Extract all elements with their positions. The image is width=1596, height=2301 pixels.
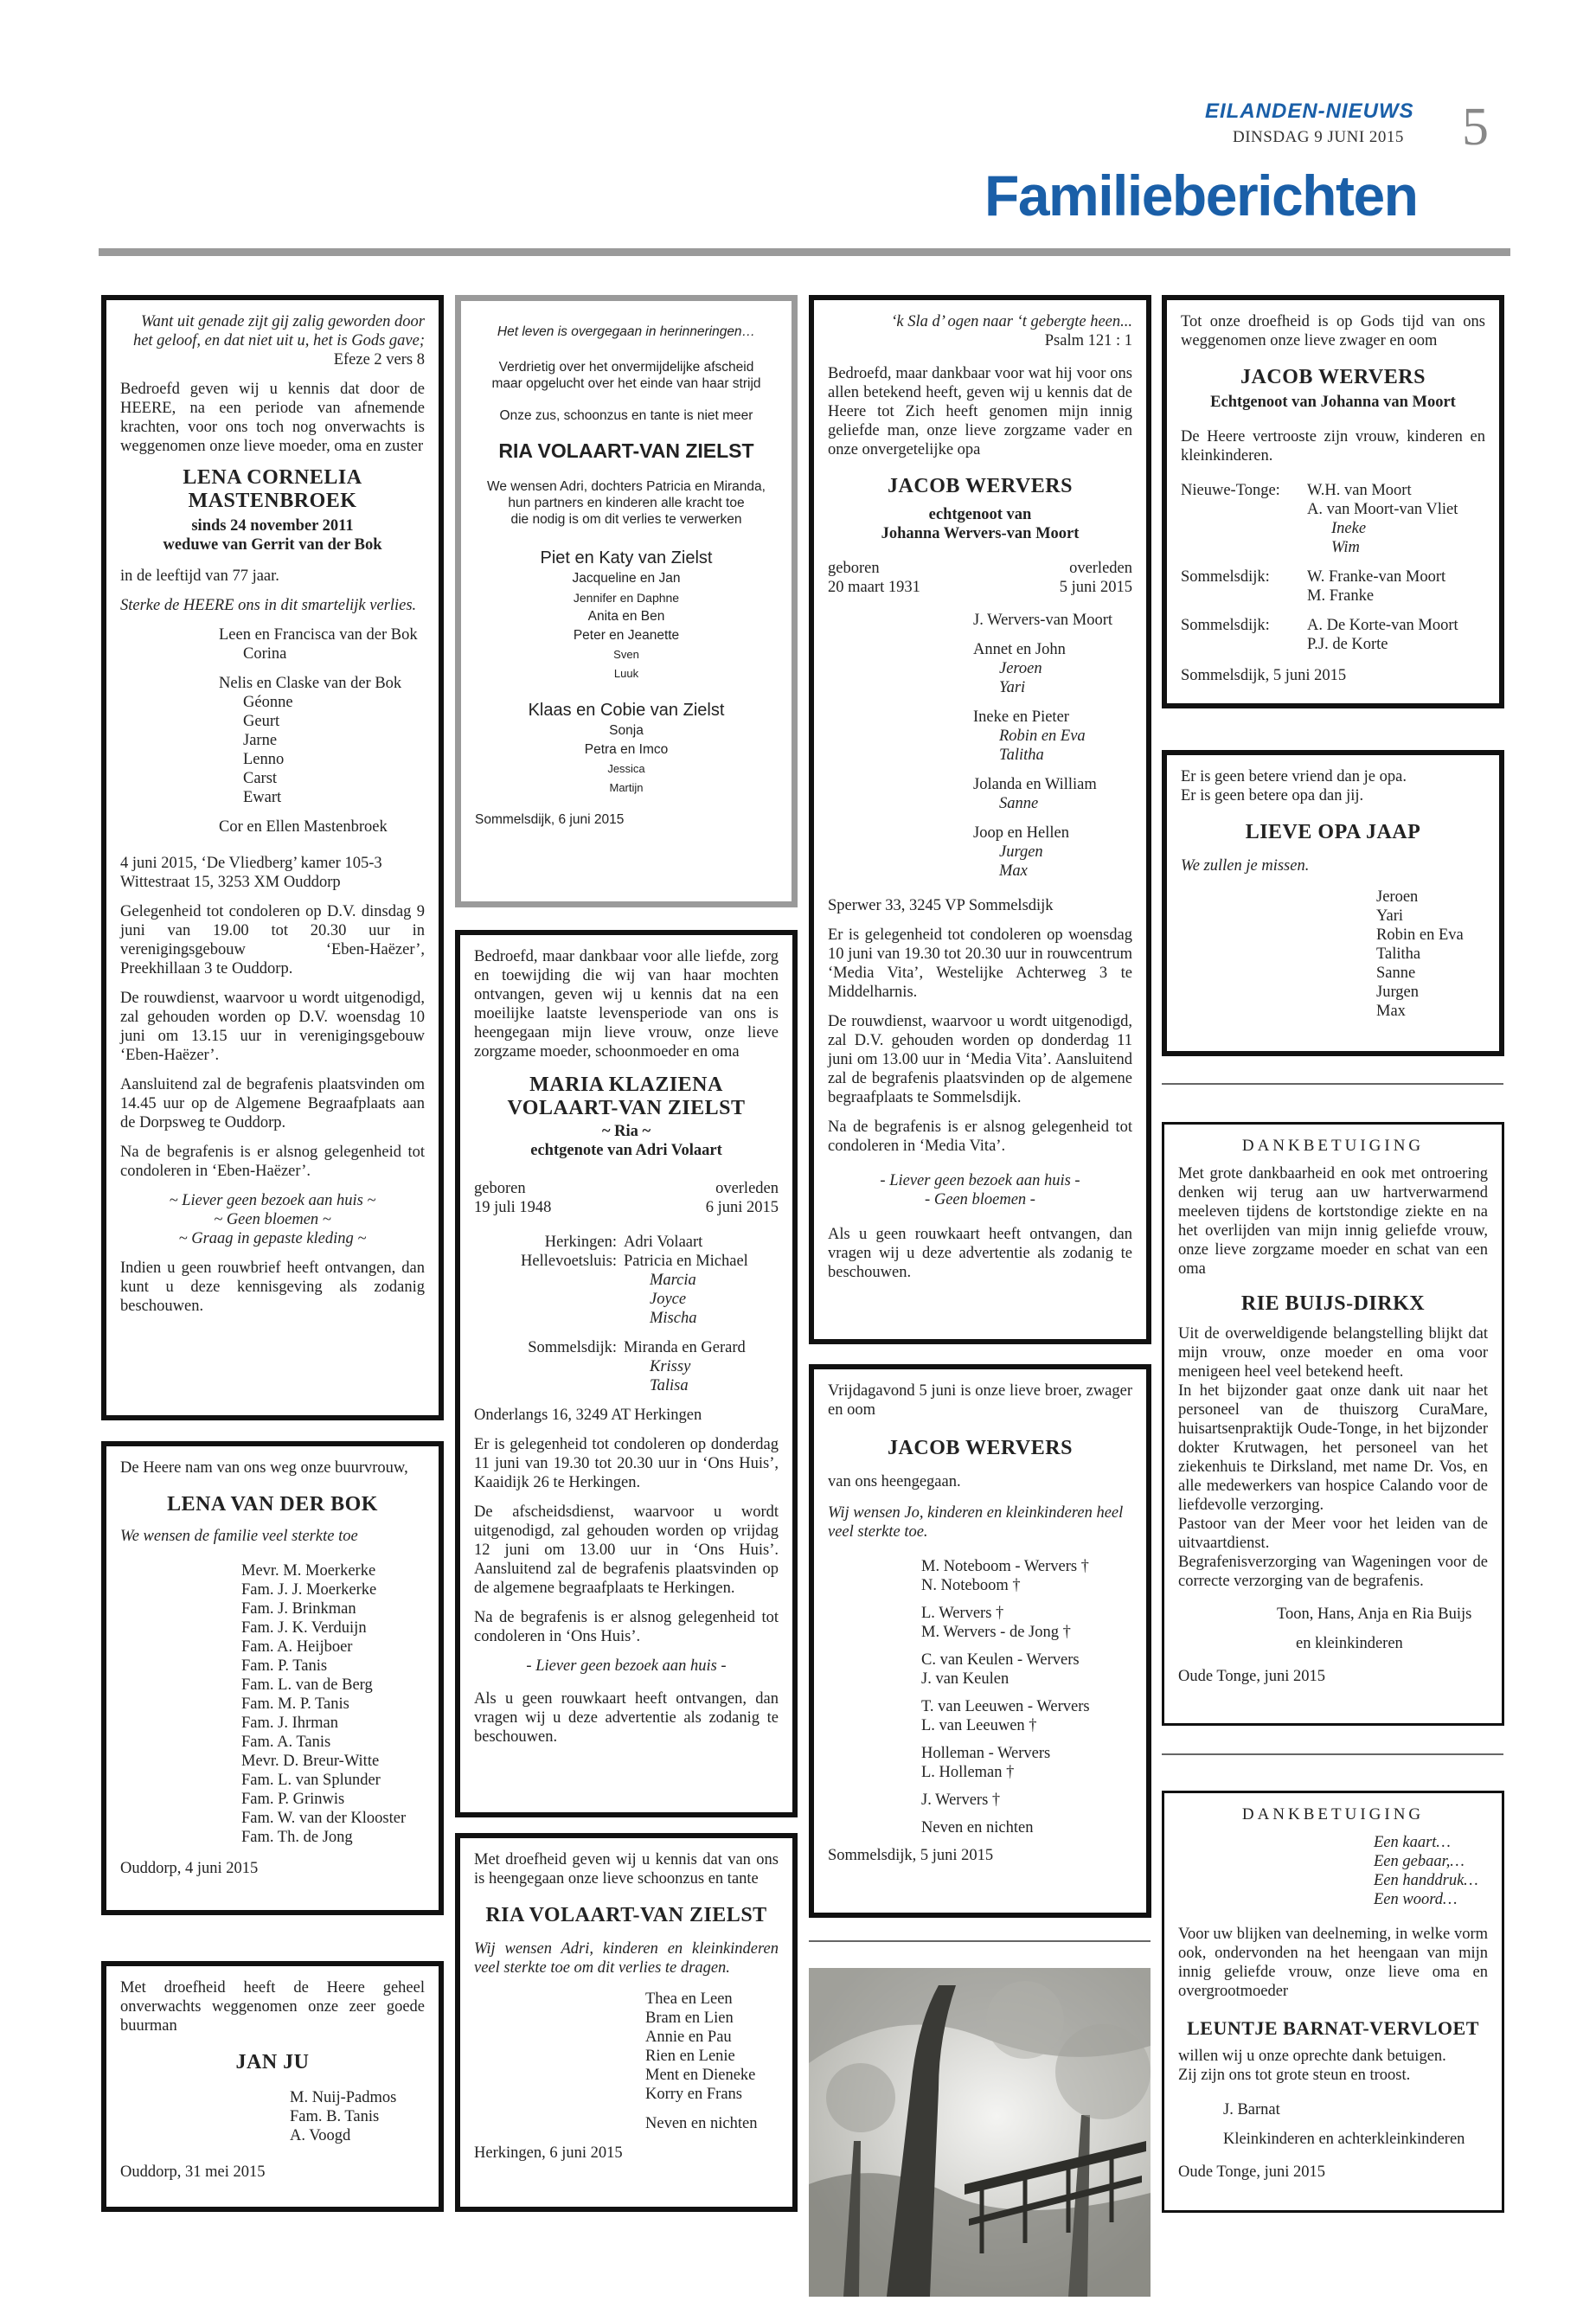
signer: Fam. L. van Splunder <box>241 1772 381 1789</box>
grandchild: Marcia <box>650 1272 696 1289</box>
place-label: Sommelsdijk: <box>1181 568 1270 586</box>
wish-line: Wij wensen Jo, kinderen en kleinkinderen heel veel sterkte toe. <box>828 1504 1124 1541</box>
family-list <box>828 611 1132 881</box>
thanks-rie-buijs-dirkx <box>1162 1122 1504 1726</box>
thanks-paragraph: In het bijzonder gaat onze dank uit naar het personeel van de thuiszorg CuraMare, huisartsenpraktijk Oude-Tonge, in het bijzonder dokter Krutwagen, het personeel van het ziekenhuis te Dirksland, met name Dr. Vos, en alle medewerkers van hospice Calando voor de liefdevolle verzorging. <box>1178 1382 1488 1514</box>
notice-lena-mastenbroek <box>101 295 444 1420</box>
deceased-name: JACOB WERVERS <box>1240 366 1426 388</box>
family-name: Cor en Ellen Mastenbroek <box>219 818 388 836</box>
notice-intro: Bedroefd, maar dankbaar voor alle liefde, zorg en toewijding die wij van haar mochten ontvangen, geven wij u kennis dat na een moeilijke laatste levensperiode van ons is heengegaan mijn lieve vrouw, onze lieve zorgzame moeder, schoonmoeder en oma <box>474 948 779 1061</box>
condolence-info: Gelegenheid tot condoleren op D.V. dinsdag 9 juni van 19.00 tot 20.30 uur in verenigingsgebouw ‘Eben-Haëzer’, Preekhillaan 3 te Ouddorp. <box>120 903 425 977</box>
grandchild: Sanne <box>999 795 1039 812</box>
divider <box>1162 1753 1503 1755</box>
quote-line: Want uit genade zijt gij zalig geworden door <box>140 313 425 330</box>
deceased-name: RIA VOLAART-VAN ZIELST <box>485 1904 767 1926</box>
quote-reference: Psalm 121 : 1 <box>1044 332 1132 349</box>
grandchild: Joyce <box>650 1291 687 1308</box>
grandchild: Géonne <box>243 694 293 711</box>
signer: Toon, Hans, Anja en Ria Buijs <box>1277 1606 1472 1623</box>
dates-labels <box>474 1179 779 1198</box>
born-date: 19 juli 1948 <box>474 1199 552 1216</box>
service-info: De rouwdienst, waarvoor u wordt uitgenodigd, zal gehouden worden op D.V. woensdag 10 juni om 13.15 uur in verenigingsgebouw ‘Eben-Haëzer’. <box>120 990 425 1064</box>
grandchild: Lenno <box>243 751 285 768</box>
family-member: Petra en Imco <box>584 742 669 757</box>
quote-reference: Efeze 2 vers 8 <box>333 351 425 369</box>
section-divider <box>99 248 1510 256</box>
forest-bridge-photo <box>809 1968 1151 2297</box>
section-title: Familieberichten <box>984 163 1418 228</box>
text-line: Verdrietig over het onvermijdelijke afscheid <box>498 360 754 375</box>
place-date: Herkingen, 6 juni 2015 <box>474 2144 623 2162</box>
after-burial-info: Na de begrafenis is er alsnog gelegenheid tot condoleren in ‘Ons Huis’. <box>474 1609 779 1645</box>
notice-intro: Met droefheid heeft de Heere geheel onverwachts weggenomen onze zeer goede buurman <box>120 1979 425 2035</box>
wish-line: De Heere vertrooste zijn vrouw, kinderen en kleinkinderen. <box>1181 428 1485 465</box>
signer: Ment en Dieneke <box>645 2067 756 2084</box>
notice-ria-volaart-family <box>455 295 798 907</box>
address-line: Sperwer 33, 3245 VP Sommelsdijk <box>828 897 1054 914</box>
thanks-leuntje-barnat-vervloet <box>1162 1791 1504 2213</box>
after-burial-info: Na de begrafenis is er alsnog gelegenheid tot condoleren in ‘Media Vita’. <box>828 1118 1132 1155</box>
wish-line: We wensen de familie veel sterkte toe <box>120 1528 358 1545</box>
family-member: Sonja <box>609 723 644 738</box>
signer: J. Wervers † <box>921 1791 1001 1809</box>
deceased-name: VOLAART-VAN ZIELST <box>507 1097 746 1119</box>
deceased-name: JACOB WERVERS <box>888 475 1073 497</box>
signer: Kleinkinderen en achterkleinkinderen <box>1223 2131 1465 2148</box>
family-member: Peter en Jeanette <box>573 628 680 643</box>
family-name: A. van Moort-van Vliet <box>1307 501 1458 518</box>
family-name: A. De Korte-van Moort <box>1307 617 1458 634</box>
nickname: ~ Ria ~ <box>601 1123 651 1140</box>
signer: Neven en nichten <box>645 2115 758 2132</box>
family-name: Klaas en Cobie van Zielst <box>528 701 725 720</box>
family-name: Miranda en Gerard <box>624 1339 746 1356</box>
signer: Fam. P. Tanis <box>241 1657 328 1675</box>
wish-line: We wensen Adri, dochters Patricia en Miranda, <box>487 479 766 494</box>
born-date: 20 maart 1931 <box>828 579 920 596</box>
notice-intro: De Heere nam van ons weg onze buurvrouw, <box>120 1459 408 1477</box>
dates-values <box>474 1198 779 1217</box>
spouse-of: Echtgenoot van Johanna van Moort <box>1210 394 1456 411</box>
deceased-name: JACOB WERVERS <box>888 1437 1073 1459</box>
service-info: De rouwdienst, waarvoor u wordt uitgenodigd, zal D.V. gehouden worden op donderdag 11 juni om 13.00 uur in ‘Media Vita’. Aansluitend zal de begrafenis plaatsvinden op de algemene begraafplaats te Sommelsdijk. <box>828 1013 1132 1106</box>
grandchild: Ewart <box>243 789 282 806</box>
spouse-of: echtgenoot van <box>928 506 1032 523</box>
signer: Sanne <box>1376 965 1416 982</box>
grandchild: Wim <box>1331 539 1360 556</box>
text-line: Er is geen betere vriend dan je opa. <box>1181 768 1407 785</box>
place-date: Ouddorp, 4 juni 2015 <box>120 1860 259 1877</box>
notice-intro: Bedroefd geven wij u kennis dat door de HEERE, na een periode van afnemende krachten, voor ons toch nog onverwachts is weggenomen onze lieve moeder, oma en zuster <box>120 381 425 455</box>
closing-note: Indien u geen rouwbrief heeft ontvangen, dan kunt u deze kennisgeving als zodanig beschouwen. <box>120 1259 425 1315</box>
family-row <box>474 1233 779 1252</box>
family-name: Ineke en Pieter <box>973 708 1069 726</box>
family-member: Jacqueline en Jan <box>572 571 681 586</box>
signer: Mevr. D. Breur-Witte <box>241 1753 380 1770</box>
notice-ria-volaart-relatives <box>455 1833 798 2212</box>
notice-jacob-wervers-siblings <box>809 1364 1151 1918</box>
wish-line: We zullen je missen. <box>1181 857 1310 875</box>
text-line: Er is geen betere opa dan jij. <box>1181 787 1364 804</box>
wish-line: Sterke de HEERE ons in dit smartelijk verlies. <box>120 597 417 614</box>
place-date: Oude Tonge, juni 2015 <box>1178 1668 1325 1685</box>
family-row <box>474 1338 779 1406</box>
place-label: Herkingen: <box>544 1234 617 1251</box>
grandchild: Yari <box>999 679 1026 696</box>
signer: Talitha <box>1376 945 1421 963</box>
signer-list <box>120 2088 425 2145</box>
notice-jacob-wervers <box>809 295 1151 1344</box>
signer: Fam. J. Ihrman <box>241 1715 339 1732</box>
divider <box>1162 1083 1503 1085</box>
dates-values <box>828 578 1132 597</box>
request-line: - Liever geen bezoek aan huis - <box>880 1172 1080 1189</box>
signer: Fam. M. P. Tanis <box>241 1695 349 1713</box>
signer: Annie en Pau <box>645 2029 732 2046</box>
signer-list <box>474 1990 779 2133</box>
signer: Fam. J. Brinkman <box>241 1600 356 1618</box>
thanks-paragraph: Begrafenisverzorging van Wageningen voor de correcte verzorging van de begrafenis. <box>1178 1554 1488 1590</box>
text-line: maar opgelucht over het einde van haar strijd <box>491 376 761 391</box>
grandchild: Sven <box>613 648 639 661</box>
signer-list <box>1178 1605 1488 1653</box>
poem-line: Een woord… <box>1374 1891 1458 1908</box>
notice-lieve-opa-jaap <box>1162 750 1504 1056</box>
family-name: Nelis en Claske van der Bok <box>219 675 402 692</box>
place-date: Sommelsdijk, 5 juni 2015 <box>828 1847 994 1864</box>
signer: Korry en Frans <box>645 2086 743 2103</box>
quote-line: ‘k Sla d’ ogen naar ‘t gebergte heen... <box>891 313 1132 330</box>
address-line: 4 juni 2015, ‘De Vliedberg’ kamer 105-3 <box>120 855 382 872</box>
signer: M. Wervers - de Jong † <box>921 1624 1071 1641</box>
signer: Fam. L. van de Berg <box>241 1676 373 1694</box>
signer-list <box>1181 888 1485 1021</box>
spouse-of: echtgenote van Adri Volaart <box>530 1142 722 1159</box>
place-label: Sommelsdijk: <box>1181 617 1270 634</box>
request-line: - Liever geen bezoek aan huis - <box>526 1657 727 1675</box>
signer: M. Noteboom - Wervers † <box>921 1558 1089 1575</box>
signer: Fam. A. Heijboer <box>241 1638 353 1656</box>
signer: Fam. W. van der Klooster <box>241 1810 407 1827</box>
signer: Rien en Lenie <box>645 2048 735 2065</box>
grandchild: Jessica <box>607 762 645 775</box>
notice-maria-volaart <box>455 930 798 1817</box>
thanks-intro: Met grote dankbaarheid en ook met ontroering denken wij terug aan uw hartverwarmend meeleven tijdens de kortstondige ziekte en na het overlijden van mijn innig geliefde vrouw, onze lieve zorgzame moeder en schat van een oma <box>1178 1165 1488 1278</box>
signer: Fam. J. K. Verduijn <box>241 1619 367 1637</box>
family-name: Joop en Hellen <box>973 824 1069 842</box>
signer: Thea en Leen <box>645 1990 733 2008</box>
family-name: Jolanda en William <box>973 776 1097 793</box>
family-name: M. Franke <box>1307 587 1375 605</box>
family-name: J. Wervers-van Moort <box>973 612 1113 629</box>
family-member: Anita en Ben <box>587 609 665 624</box>
deceased-name: LIEVE OPA JAAP <box>1245 821 1421 843</box>
deceased-name: RIE BUIJS-DIRKX <box>1240 1292 1426 1315</box>
thanks-paragraph: Uit de overweldigende belangstelling blijkt dat mijn vrouw, onze moeder en oma voor menigeen heel veel betekend heeft. <box>1178 1325 1488 1381</box>
thanks-intro: Voor uw blijken van deelneming, in welke vorm ook, ondervonden na het heengaan van mijn innig geliefde vrouw, onze lieve oma en overgrootmoeder <box>1178 1926 1488 2000</box>
signer: Robin en Eva <box>1376 926 1464 944</box>
place-date: Ouddorp, 31 mei 2015 <box>120 2163 266 2181</box>
signer: A. Voogd <box>290 2127 351 2144</box>
divider <box>809 1940 1151 1942</box>
grandchild: Jurgen <box>999 843 1043 861</box>
thanks-line: willen wij u onze oprechte dank betuigen. <box>1178 2048 1446 2065</box>
grandchild: Talisa <box>650 1377 689 1394</box>
deceased-name: RIA VOLAART-VAN ZIELST <box>498 439 754 462</box>
wish-line: Wij wensen Adri, kinderen en kleinkinderen veel sterkte toe om dit verlies te dragen. <box>474 1940 779 1977</box>
poem-line: Het leven is overgegaan in herinneringen… <box>497 324 756 339</box>
sub-line: van ons heengegaan. <box>828 1473 961 1490</box>
dates-labels <box>828 559 1132 578</box>
family-name: Patricia en Michael <box>624 1253 748 1270</box>
text-line: Onze zus, schoonzus en tante is niet meer <box>499 408 753 423</box>
place-date: Oude Tonge, juni 2015 <box>1178 2163 1325 2181</box>
signer: J. Barnat <box>1223 2101 1280 2118</box>
signer: Bram en Lien <box>645 2009 734 2027</box>
deceased-name: LEUNTJE BARNAT-VERVLOET <box>1187 2017 1479 2039</box>
poem-line: Een gebaar,… <box>1374 1853 1465 1870</box>
closing-note: Als u geen rouwkaart heeft ontvangen, dan vragen wij u deze advertentie als zodanig te beschouwen. <box>828 1226 1132 1281</box>
signer: Mevr. M. Moerkerke <box>241 1562 376 1580</box>
grandchild: Geurt <box>243 713 280 730</box>
signer: Max <box>1376 1003 1406 1020</box>
grandchild: Mischa <box>650 1310 697 1327</box>
place-date: Sommelsdijk, 5 juni 2015 <box>1181 667 1347 684</box>
place-label: Nieuwe-Tonge: <box>1181 482 1280 499</box>
signer: Yari <box>1376 907 1404 925</box>
family-name: Annet en John <box>973 641 1066 658</box>
notice-jacob-wervers-in-laws <box>1162 295 1504 708</box>
condolence-info: Er is gelegenheid tot condoleren op donderdag 11 juni van 19.30 tot 20.30 uur in ‘Ons Huis’, Kaaidijk 26 te Herkingen. <box>474 1436 779 1491</box>
signer: N. Noteboom † <box>921 1577 1021 1594</box>
signer: Jeroen <box>1376 888 1419 906</box>
notice-lena-van-der-bok <box>101 1441 444 1915</box>
signer: M. Nuij-Padmos <box>290 2089 397 2106</box>
signer: Neven en nichten <box>921 1819 1034 1836</box>
age-line: in de leeftijd van 77 jaar. <box>120 567 279 585</box>
address-line: Wittestraat 15, 3253 XM Ouddorp <box>120 874 341 891</box>
page-number: 5 <box>1462 98 1489 157</box>
grandchild: Jeroen <box>999 660 1042 677</box>
born-label: geboren <box>474 1180 526 1197</box>
address-line: Onderlangs 16, 3249 AT Herkingen <box>474 1407 702 1424</box>
grandchild: Carst <box>243 770 278 787</box>
spouse-name: Johanna Wervers-van Moort <box>881 525 1080 542</box>
signer: Fam. B. Tanis <box>290 2108 380 2125</box>
request-line: - Geen bloemen - <box>925 1191 1035 1208</box>
family-member: Jennifer en Daphne <box>573 591 680 605</box>
deceased-name: MASTENBROEK <box>188 490 357 512</box>
signer: J. van Keulen <box>921 1670 1010 1688</box>
signer: Fam. A. Tanis <box>241 1734 331 1751</box>
closing-note: Als u geen rouwkaart heeft ontvangen, dan vragen wij u deze advertentie als zodanig te beschouwen. <box>474 1690 779 1746</box>
signer-list <box>1178 2100 1488 2149</box>
family-name: W. Franke-van Moort <box>1307 568 1446 586</box>
family-name: W.H. van Moort <box>1307 482 1412 499</box>
grandchild: Luuk <box>613 667 639 680</box>
family-row <box>1181 481 1485 567</box>
notice-intro: Vrijdagavond 5 juni is onze lieve broer, zwager en oom <box>828 1382 1132 1419</box>
signer: L. van Leeuwen † <box>921 1717 1037 1734</box>
request-line: ~ Liever geen bezoek aan huis ~ <box>169 1192 376 1209</box>
family-name: Piet en Katy van Zielst <box>540 548 713 567</box>
signer: Jurgen <box>1376 984 1419 1001</box>
died-label: overleden <box>1069 560 1132 577</box>
deceased-name: LENA CORNELIA <box>183 466 362 489</box>
poem <box>1178 1833 1488 1909</box>
died-date: 6 juni 2015 <box>705 1199 779 1216</box>
widow-of: weduwe van Gerrit van der Bok <box>163 536 382 554</box>
family-row <box>474 1252 779 1338</box>
thanks-line: Zij zijn ons tot grote steun en troost. <box>1178 2067 1411 2084</box>
signer: C. van Keulen - Wervers <box>921 1651 1080 1669</box>
grandchild: Jarne <box>243 732 278 749</box>
poem-line: Een kaart… <box>1374 1834 1451 1851</box>
deceased-name: JAN JU <box>235 2051 310 2073</box>
signer: Fam. Th. de Jong <box>241 1829 353 1846</box>
thanks-heading: DANKBETUIGING <box>1241 1805 1425 1823</box>
deceased-name: LENA VAN DER BOK <box>167 1493 378 1516</box>
deceased-name: MARIA KLAZIENA <box>529 1074 723 1096</box>
notice-intro: Bedroefd, maar dankbaar voor wat hij voor ons allen betekend heeft, geven wij u kennis dat de Heere tot Zich heeft genomen mijn innig geliefde man, onze lieve zorgzame vader en onze onvergetelijke opa <box>828 365 1132 458</box>
grandchild: Robin en Eva <box>999 727 1086 745</box>
family-row <box>1181 616 1485 666</box>
notice-intro: Met droefheid geven wij u kennis dat van ons is heengegaan onze lieve schoonzus en tante <box>474 1851 779 1888</box>
signer: L. Holleman † <box>921 1764 1015 1781</box>
condolence-info: Er is gelegenheid tot condoleren op woensdag 10 juni van 19.30 tot 20.30 uur in rouwcentrum ‘Media Vita’, Westelijke Achterweg 3 te Middelharnis. <box>828 926 1132 1001</box>
grandchild: Krissy <box>650 1358 691 1375</box>
issue-date: DINSDAG 9 JUNI 2015 <box>1233 128 1404 146</box>
family-name: Leen en Francisca van der Bok <box>219 626 418 644</box>
family-row <box>1181 567 1485 616</box>
service-info: De afscheidsdienst, waarvoor u wordt uitgenodigd, zal gehouden worden op vrijdag 12 juni om 13.00 uur in ‘Ons Huis’. Aansluitend zal de begrafenis plaatsvinden op de algemene begraafplaats te Herkingen. <box>474 1503 779 1597</box>
place-label: Sommelsdijk: <box>528 1339 617 1356</box>
place-date: Sommelsdijk, 6 juni 2015 <box>475 812 625 827</box>
signer: en kleinkinderen <box>1296 1635 1403 1652</box>
wish-line: hun partners en kinderen alle kracht toe <box>508 496 745 510</box>
died-date: 5 juni 2015 <box>1059 579 1132 596</box>
wish-line: die nodig is om dit verlies te verwerken <box>510 512 742 527</box>
family-list <box>120 625 425 836</box>
grandchild: Ineke <box>1331 520 1367 537</box>
notice-jan-ju <box>101 1961 444 2212</box>
born-label: geboren <box>828 560 880 577</box>
family-name: P.J. de Korte <box>1307 636 1388 653</box>
signer: L. Wervers † <box>921 1605 1004 1622</box>
place-label: Hellevoetsluis: <box>521 1253 617 1270</box>
request-line: ~ Geen bloemen ~ <box>214 1211 331 1228</box>
signer: T. van Leeuwen - Wervers <box>921 1698 1090 1715</box>
newspaper-logo: EILANDEN-NIEUWS <box>1205 99 1414 123</box>
died-label: overleden <box>715 1180 779 1197</box>
grandchild: Corina <box>243 645 287 663</box>
signer-list <box>120 1561 425 1847</box>
quote-line: het geloof, en dat niet uit u, het is Gods gave; <box>132 332 425 349</box>
signer-list <box>828 1557 1132 1837</box>
signer: Fam. J. J. Moerkerke <box>241 1581 377 1599</box>
grandchild: Talitha <box>999 747 1044 764</box>
thanks-heading: DANKBETUIGING <box>1241 1137 1425 1155</box>
signer: Holleman - Wervers <box>921 1745 1051 1762</box>
grandchild: Max <box>999 862 1028 880</box>
signer: Fam. P. Grinwis <box>241 1791 345 1808</box>
family-name: Adri Volaart <box>624 1234 703 1251</box>
after-burial-info: Na de begrafenis is er alsnog gelegenheid tot condoleren in ‘Eben-Haëzer’. <box>120 1144 425 1180</box>
poem-line: Een handdruk… <box>1374 1872 1478 1889</box>
burial-info: Aansluitend zal de begrafenis plaatsvinden om 14.45 uur op de Algemene Begraafplaats aan de Dorpsweg te Ouddorp. <box>120 1076 425 1131</box>
request-line: ~ Graag in gepaste kleding ~ <box>178 1230 367 1247</box>
thanks-paragraph: Pastoor van der Meer voor het leiden van de uitvaartdienst. <box>1178 1516 1488 1552</box>
notice-intro: Tot onze droefheid is op Gods tijd van ons weggenomen onze lieve zwager en oom <box>1181 313 1485 349</box>
grandchild: Martijn <box>609 781 644 794</box>
since-date: sinds 24 november 2011 <box>191 517 354 535</box>
